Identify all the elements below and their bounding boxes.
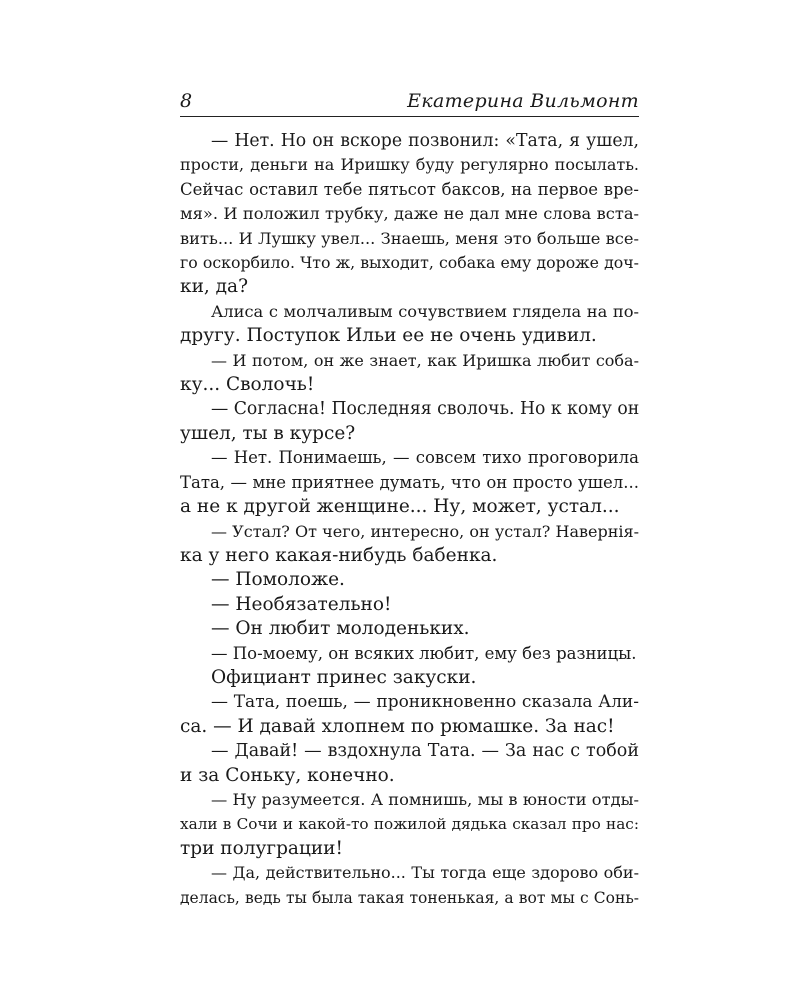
header-rule bbox=[180, 116, 639, 117]
body-text bbox=[180, 129, 639, 910]
text-line: Сейчас оставил тебе пятьсот баксов, на первое вре- bbox=[180, 179, 639, 199]
running-head-author: Екатерина Вильмонт bbox=[407, 90, 639, 112]
text-line: а не к другой женщине... Ну, может, устал... bbox=[180, 496, 620, 518]
text-line: делась, ведь ты была такая тоненькая, а вот мы с Сонь- bbox=[180, 888, 639, 907]
text-line: — Необязательно! bbox=[211, 593, 392, 615]
text-line: Официант принес закуски. bbox=[211, 666, 477, 688]
text-line: другу. Поступок Ильи ее не очень удивил. bbox=[180, 325, 597, 347]
text-line: Алиса с молчаливым сочувствием глядела на по- bbox=[211, 301, 639, 321]
text-line: — Нет. Понимаешь, — совсем тихо проговорила bbox=[211, 448, 639, 468]
page-number: 8 bbox=[180, 90, 193, 112]
text-line: — Ну разумеется. А помнишь, мы в юности отды- bbox=[211, 789, 639, 809]
text-line: — Нет. Но он вскоре позвонил: «Тата, я ушел, bbox=[211, 131, 639, 151]
text-line: ку... Сволочь! bbox=[180, 374, 315, 396]
text-line: — Давай! — вздохнула Тата. — За нас с тобой bbox=[211, 741, 639, 762]
text-line: Тата, — мне приятнее думать, что он просто ушел... bbox=[180, 472, 639, 492]
text-line: — Согласна! Последняя сволочь. Но к кому он bbox=[211, 399, 639, 420]
running-head bbox=[180, 88, 639, 114]
text-line: — Да, действительно... Ты тогда еще здорово оби- bbox=[211, 863, 639, 883]
text-line: ушел, ты в курсе? bbox=[180, 422, 356, 444]
text-line: — Устал? От чего, интересно, он устал? Навернія- bbox=[211, 521, 639, 541]
text-line: — Тата, поешь, — проникновенно сказала Али- bbox=[211, 692, 639, 713]
text-line: — И потом, он же знает, как Иришка любит соба- bbox=[211, 350, 639, 370]
text-line: три полуграции! bbox=[180, 837, 343, 859]
text-line: — Он любит молоденьких. bbox=[211, 618, 470, 640]
text-line: ка у него какая-нибудь бабенка. bbox=[180, 544, 498, 566]
text-line: ки, да? bbox=[180, 276, 248, 298]
text-line: вить... И Лушку увел... Знаешь, меня это больше все- bbox=[180, 228, 639, 248]
text-line: хали в Сочи и какой-то пожилой дядька сказал про нас: bbox=[180, 815, 639, 834]
text-line: прости, деньги на Иришку буду регулярно посылать. bbox=[180, 155, 639, 175]
text-line: мя». И положил трубку, даже не дал мне слова вста- bbox=[180, 204, 639, 224]
text-line: — По-моему, он всяких любит, ему без разницы. bbox=[211, 643, 637, 663]
text-line: — Помоложе. bbox=[211, 569, 345, 591]
text-line: и за Соньку, конечно. bbox=[180, 764, 395, 786]
text-line: са. — И давай хлопнем по рюмашке. За нас! bbox=[180, 715, 615, 737]
text-line: го оскорбило. Что ж, выходит, собака ему дороже доч- bbox=[180, 253, 639, 273]
